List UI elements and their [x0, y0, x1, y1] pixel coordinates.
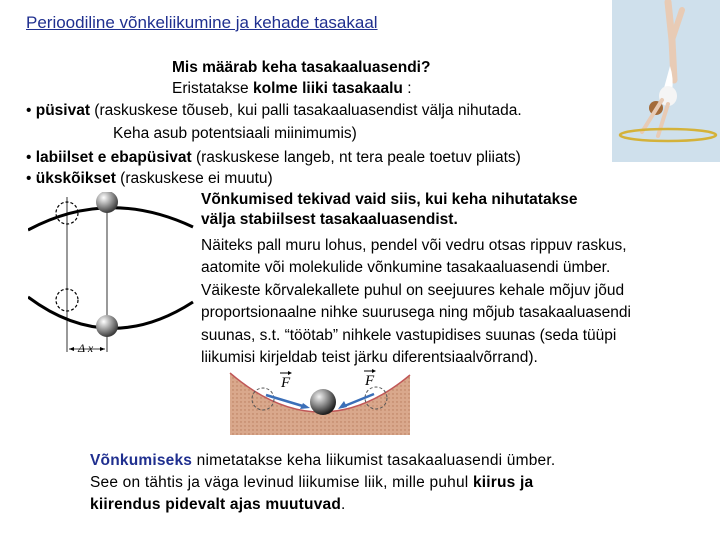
- oscillation-condition: Võnkumised tekivad vaid siis, kui keha nihutatakse välja stabiilsest tasakaaluasendist.: [201, 191, 578, 228]
- unstable-equilibrium: • labiilset e ebapüsivat (raskuskese langeb, nt tera peale toetuv pliiats): [26, 149, 521, 166]
- displacement-label: Δ x: [78, 341, 94, 355]
- stable-equilibrium-note: Keha asub potentsiaali miinimumis): [113, 125, 357, 142]
- gymnast-image: [612, 0, 720, 162]
- arrow-right-icon: [300, 403, 310, 409]
- ball-top: [96, 192, 118, 213]
- stable-equilibrium: • püsivat (raskuskese tõuseb, kui palli tasakaaluasendist välja nihutada.: [26, 102, 522, 119]
- force-label-right: F: [365, 373, 375, 389]
- force-label-left: F: [281, 375, 291, 391]
- force-diagram: [228, 365, 412, 435]
- question: Mis määrab keha tasakaaluasendi?: [172, 59, 431, 76]
- oscillation-definition: Võnkumiseks nimetatakse keha liikumist tasakaaluasendi ümber. See on tähtis ja väga levinud liikumise liik, mille puhul kiirus ja kiirendus pidevalt ajas muutuvad.: [90, 452, 556, 513]
- question-line: [172, 58, 430, 78]
- arrow-left-icon: [338, 401, 347, 409]
- oscillation-examples: Näiteks pall muru lohus, pendel või vedru otsas rippuv raskus, aatomite või molekulide võnkumine tasakaaluasendi ümber. Väikeste kõrvalekallete puhul on seejuures kehale mõjuv jõud proportsionaalne nihke suurusega ning mõjub tasakaaluasendi suunas, s.t. “töötab” nihkele vastupidises suunas (seda tüüpi liikumisi kirjeldab teist järku diferentsiaalvõrrand).: [201, 237, 631, 367]
- page-title[interactable]: Perioodiline võnkeliikumine ja kehade tasakaal: [26, 13, 378, 32]
- equilibrium-diagram: [28, 192, 200, 364]
- neutral-equilibrium: • ükskõikset (raskuskese ei muutu): [26, 170, 273, 187]
- types-intro: Eristatakse kolme liiki tasakaalu :: [172, 80, 412, 97]
- ball-equilibrium: [310, 389, 336, 415]
- gymnast-photo: [612, 0, 720, 162]
- ball-bottom: [96, 315, 118, 337]
- hoop: [620, 129, 716, 141]
